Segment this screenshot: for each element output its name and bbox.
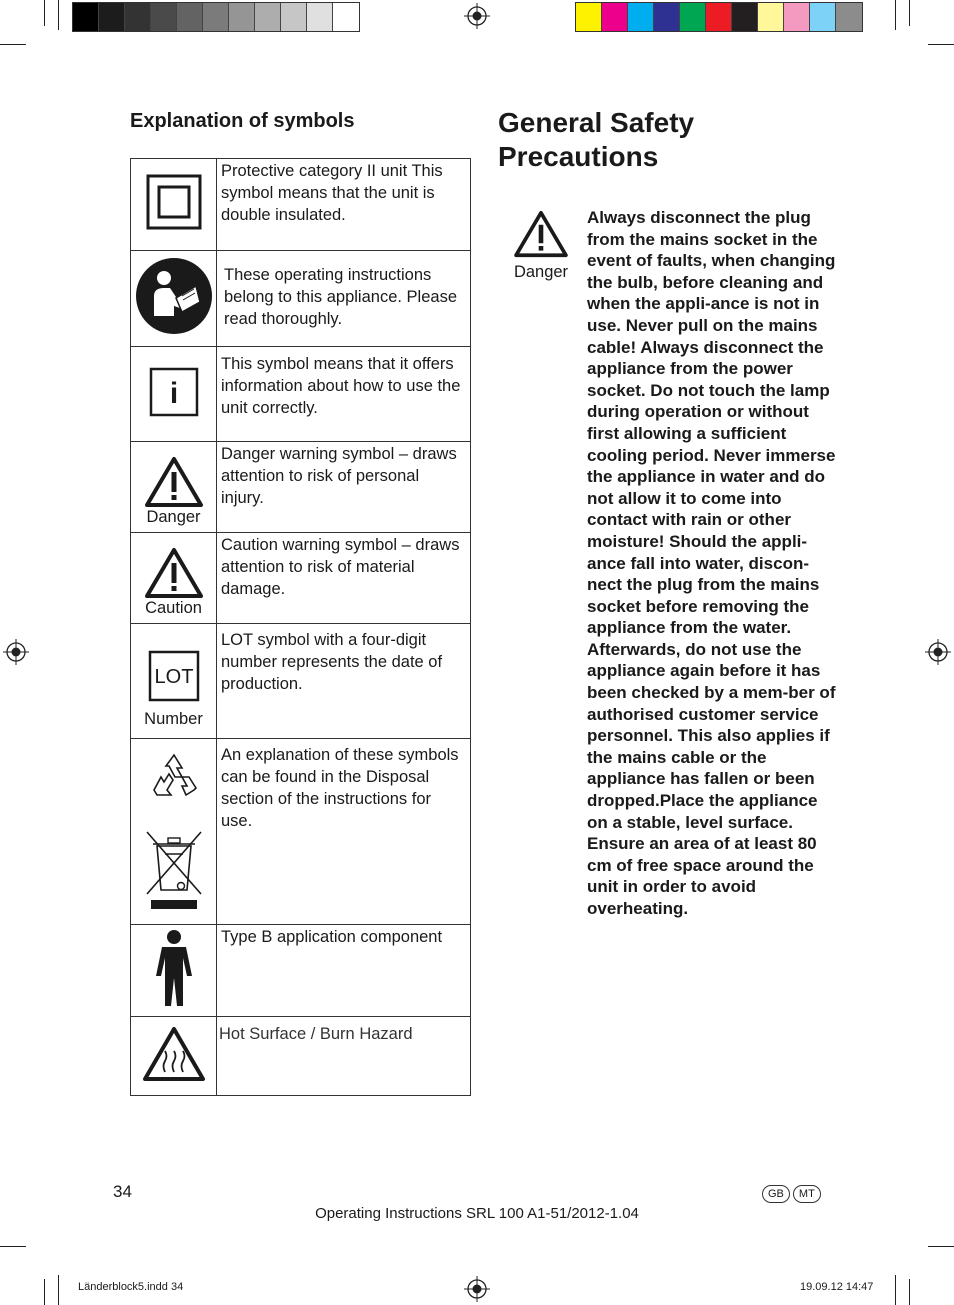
recycle-icon [149,752,199,798]
color-swatch [758,3,784,31]
symbol-description: Type B application component [217,925,471,1017]
table-row [131,533,471,624]
table-row [131,739,471,925]
lot-icon [148,650,200,702]
color-swatch [177,3,203,31]
symbol-description: LOT symbol with a four-digit number represents the date of production. [217,624,471,739]
table-row [131,347,471,442]
slug-filename: Länderblock5.indd 34 [78,1281,184,1293]
color-swatch [680,3,706,31]
symbol-description: An explanation of these symbols can be found in the Disposal section of the instructions for use. [217,739,471,925]
double-insulation-icon [146,174,202,230]
symbol-description: This symbol means that it offers information about how to use the unit correctly. [217,347,471,442]
table-row [131,442,471,533]
symbol-description: These operating instructions belong to this appliance. Please read thoroughly. [217,251,471,347]
table-row [131,251,471,347]
symbol-description: Protective category II unit This symbol means that the unit is double insulated. [217,159,471,251]
symbol-description: Danger warning symbol – draws attention to risk of personal injury. [217,442,471,533]
color-swatch [281,3,307,31]
lot-icon-label: LOT [154,665,193,688]
registration-mark-icon [464,3,490,29]
page-number: 34 [113,1182,132,1201]
color-swatch [151,3,177,31]
type-b-person-icon [152,928,196,1008]
color-swatch [73,3,99,31]
danger-caption: Danger [146,507,201,526]
info-icon-label: i [169,376,178,410]
color-swatch [125,3,151,31]
color-swatch [229,3,255,31]
safety-text: Always disconnect the plug from the mains socket in the event of faults, when changing the bulb, before cleaning and when the appli-ance is not in use. Never pull on the mains cable! Always disconnect the appliance from the power socket. Do not touch the lamp during operation or without first allowing a sufficient cooling period. Never immerse the appliance in water and do not allow it to come into contact with rain or other moisture! Should the appli-ance fall into water, discon-nect the plug from the mains socket before removing the appliance from the water. Afterwards, do not use the appliance again before it has been checked by a mem-ber of authorised customer service personnel. This also applies if the mains cable or the appliance has fallen or been dropped.Place the appliance on a stable, level surface. Ensure an area of at least 80 cm of free space around the unit in order to avoid overheating. [587,208,836,918]
crossed-bin-icon [143,828,205,912]
language-badges [759,1184,821,1203]
danger-warning-icon [144,456,204,508]
color-swatch [654,3,680,31]
hot-surface-icon [142,1026,206,1082]
color-swatch [99,3,125,31]
caution-caption: Caution [145,598,202,617]
document-reference: Operating Instructions SRL 100 A1-51/2012-1.04 [315,1205,639,1222]
lot-number-caption: Number [144,709,203,728]
color-swatch [307,3,333,31]
table-row [131,159,471,251]
process-color-bar [575,2,863,32]
grayscale-color-bar [72,2,360,32]
symbol-description: Hot Surface / Burn Hazard [217,1017,471,1096]
symbols-heading: Explanation of symbols [130,110,355,132]
page-title: General Safety Precautions [498,107,695,172]
color-swatch [576,3,602,31]
language-badge-mt: MT [793,1185,821,1203]
table-row [131,925,471,1017]
caution-warning-icon [144,547,204,599]
color-swatch [333,3,359,31]
table-row [131,1017,471,1096]
color-swatch [836,3,862,31]
color-swatch [810,3,836,31]
info-icon [149,367,199,417]
language-badge-gb: GB [762,1185,790,1203]
color-swatch [203,3,229,31]
color-swatch [255,3,281,31]
danger-warning-icon [511,210,571,258]
danger-caption: Danger [513,263,569,281]
registration-mark-icon [464,1276,490,1302]
color-swatch [732,3,758,31]
symbols-table [130,158,471,1096]
color-swatch [628,3,654,31]
slug-date: 19.09.12 14:47 [800,1281,874,1293]
registration-mark-icon [3,639,29,665]
read-instructions-icon [134,256,214,336]
symbol-description: Caution warning symbol – draws attention to risk of material damage. [217,533,471,624]
color-swatch [602,3,628,31]
color-swatch [706,3,732,31]
table-row [131,624,471,739]
color-swatch [784,3,810,31]
registration-mark-icon [925,639,951,665]
